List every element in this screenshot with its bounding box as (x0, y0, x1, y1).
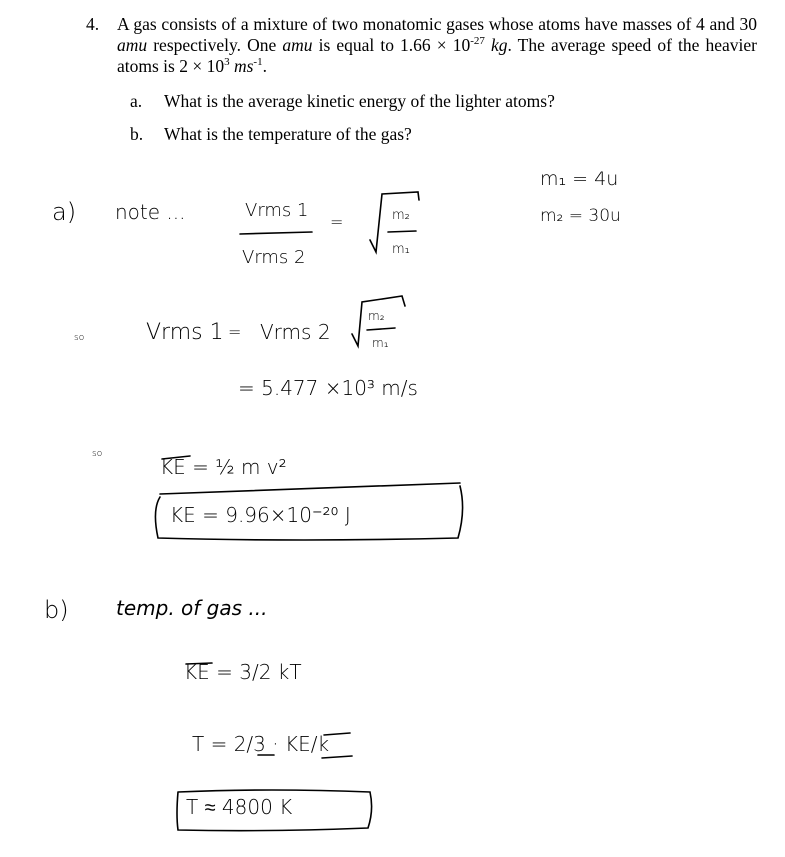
given-m1: m₁ = 4u (540, 168, 619, 190)
ratio-numerator: Vrms 1 (245, 200, 309, 221)
vrms2-rhs: Vrms 2 (260, 320, 331, 344)
radical-sign-2 (352, 296, 405, 346)
so-marker-1: so (74, 333, 85, 343)
sqrt-numerator-2: m₂ (368, 309, 385, 323)
problem-number: 4. (86, 14, 100, 34)
part-b-heading: temp. of gas ... (116, 596, 268, 620)
part-b-label: b) (44, 596, 69, 624)
ke-answer: KE = 9.96×10⁻²⁰ J (170, 503, 351, 527)
ke-formula: KE = ½ m v² (160, 455, 287, 479)
ratio-denominator: Vrms 2 (242, 247, 306, 268)
vrms1-result: = 5.477 ×10³ m/s (238, 376, 418, 400)
temperature-answer: T ≈ 4800 K (186, 795, 293, 819)
fraction-bar (240, 232, 312, 234)
answer-box-a (155, 486, 462, 540)
part-a-label: a) (52, 198, 77, 226)
vrms1-lhs: Vrms 1 (146, 320, 224, 345)
sqrt-denominator: m₁ (392, 242, 410, 257)
so-marker-2: so (92, 449, 103, 459)
ke-temperature-eq: KE = 3/2 kT (184, 660, 302, 684)
radical-sign (370, 192, 419, 252)
part-a-note: note ... (115, 200, 186, 224)
given-m2: m₂ = 30u (540, 206, 621, 226)
problem-text: A gas consists of a mixture of two monatomic gases whose atoms have masses of 4 and 30 amu respectively. One amu is equal to $1.66 \times 10^{-27}$ kg. The average speed of the heavier atoms is $2 \times 10^3$ $ms^{-1}$. (117, 14, 758, 76)
answer-box-b (177, 790, 372, 831)
equals-sign: = (330, 212, 344, 231)
sqrt-denominator-2: m₁ (372, 336, 389, 350)
equals-sign-2: = (228, 322, 242, 341)
sqrt-numerator: m₂ (392, 208, 410, 223)
temperature-eq: T = 2/3 · KE/k (192, 732, 330, 756)
